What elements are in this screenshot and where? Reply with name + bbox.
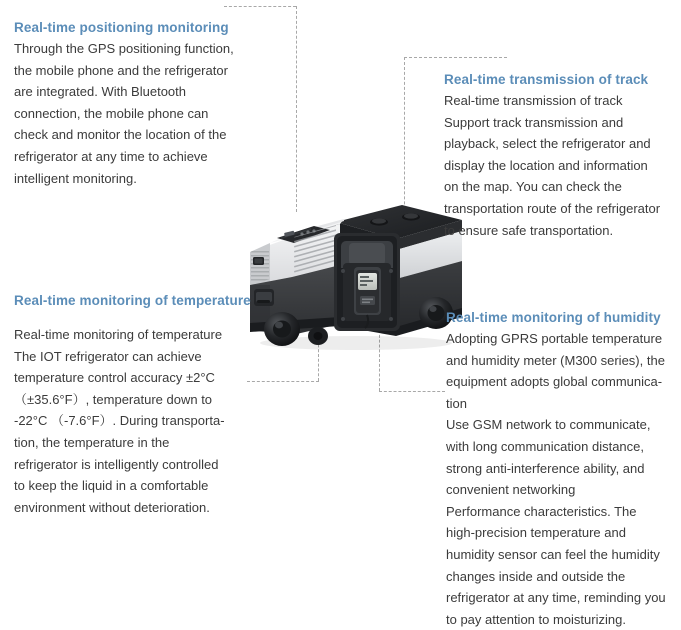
text-line: with long communication distance,: [446, 438, 644, 454]
product-image-portable-refrigerator: [248, 193, 464, 353]
text-line: Real-time transmission of track: [444, 93, 623, 108]
text-line: intelligent monitoring.: [14, 170, 137, 186]
text-line: are integrated. With Bluetooth: [14, 84, 186, 100]
text-line: convenient networking: [446, 482, 576, 498]
text-line: environment without deterioration.: [14, 499, 210, 515]
feature-block-positioning: [14, 20, 258, 189]
feature-body-track: [444, 90, 676, 241]
feature-heading-humidity: Real-time monitoring of humidity: [446, 310, 661, 325]
text-line: to ensure safe transportation.: [444, 222, 614, 238]
feature-heading-positioning: Real-time positioning monitoring: [14, 20, 229, 35]
feature-heading-track: Real-time transmission of track: [444, 72, 649, 87]
feature-block-track: [444, 72, 676, 241]
text-line: humidity sensor can feel the humidity: [446, 546, 660, 562]
text-line: to keep the liquid in a comfortable: [14, 478, 209, 494]
text-line: connection, the mobile phone can: [14, 105, 209, 121]
feature-heading-temperature: Real-time monitoring of temperature: [14, 293, 251, 308]
text-line: high-precision temperature and: [446, 525, 626, 541]
connector-line-positioning-vertical: [296, 6, 297, 212]
text-line: Real-time monitoring of temperature: [14, 327, 223, 342]
text-line: display the location and information: [444, 157, 648, 173]
text-line: refrigerator at any time to achieve: [14, 148, 208, 164]
feature-body-positioning: [14, 38, 258, 189]
text-line: tion, the temperature in the: [14, 434, 170, 450]
feature-body-temperature: [14, 324, 264, 518]
feature-body-humidity: [446, 328, 678, 630]
text-line: strong anti-interference ability, and: [446, 460, 645, 476]
connector-line-positioning-horizontal: [224, 6, 296, 7]
text-line: -22°C （-7.6°F）. During transporta-: [14, 413, 225, 429]
text-line: （±35.6°F）, temperature down to: [14, 391, 213, 407]
text-line: The IOT refrigerator can achieve: [14, 348, 202, 364]
text-line: Use GSM network to communicate,: [446, 417, 651, 433]
text-line: temperature control accuracy ±2°C: [14, 370, 215, 386]
text-line: check and monitor the location of the: [14, 127, 227, 143]
feature-block-humidity: [446, 310, 678, 630]
text-line: equipment adopts global communica-: [446, 374, 663, 390]
text-line: refrigerator is intelligently controlled: [14, 456, 219, 472]
text-line: Performance characteristics. The: [446, 503, 637, 519]
text-line: on the map. You can check the: [444, 179, 622, 195]
text-line: Adopting GPRS portable temperature: [446, 331, 663, 346]
text-line: tion: [446, 395, 467, 411]
text-line: refrigerator at any time, reminding you: [446, 590, 666, 606]
text-line: transportation route of the refrigerator: [444, 200, 661, 216]
feature-block-temperature: [14, 293, 264, 518]
text-line: Support track transmission and: [444, 114, 624, 130]
text-line: Through the GPS positioning function,: [14, 41, 234, 56]
connector-line-humidity-horizontal: [379, 391, 445, 392]
text-line: playback, select the refrigerator and: [444, 136, 651, 152]
text-line: to pay attention to moisturizing.: [446, 611, 626, 627]
text-line: the mobile phone and the refrigerator: [14, 62, 228, 78]
text-line: and humidity meter (M300 series), the: [446, 352, 665, 368]
connector-line-track-horizontal: [404, 57, 507, 58]
text-line: changes inside and outside the: [446, 568, 626, 584]
